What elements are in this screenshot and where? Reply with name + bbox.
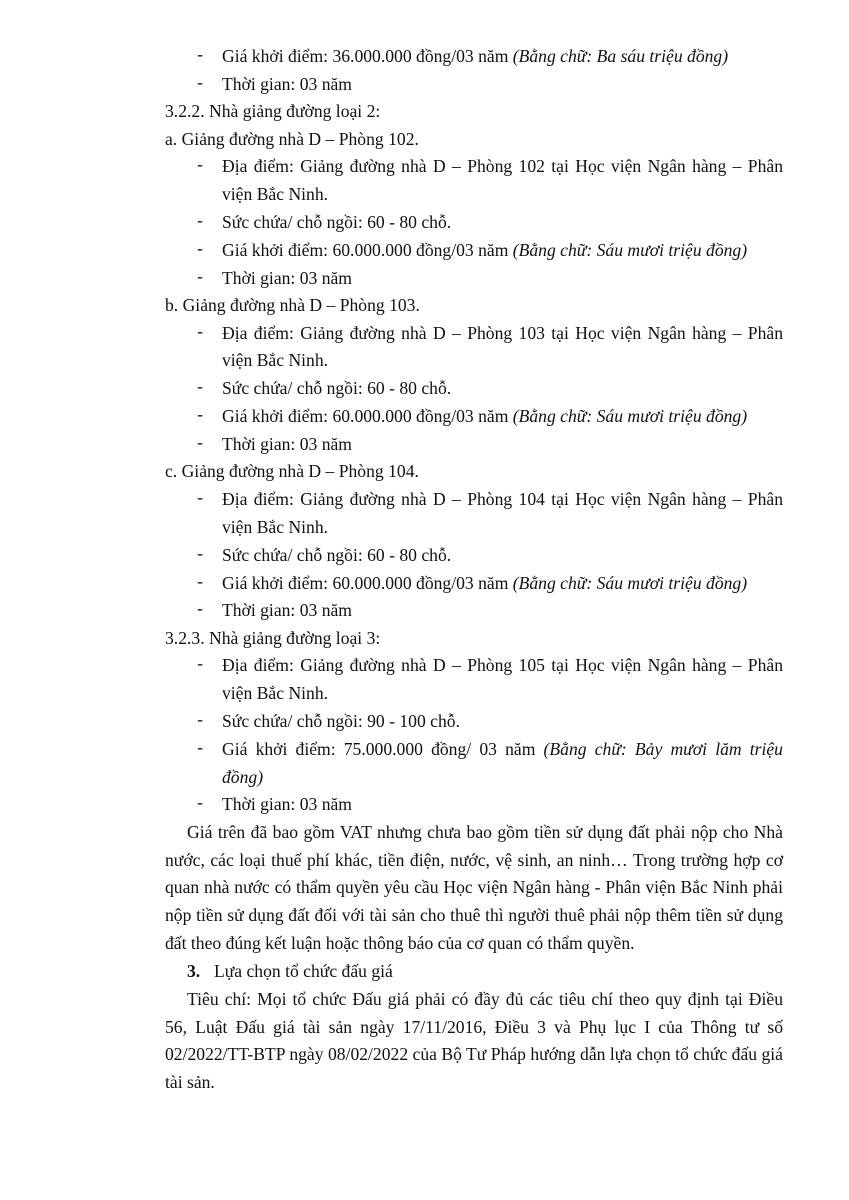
capacity-bullet-a: Sức chứa/ chỗ ngồi: 60 - 80 chỗ. bbox=[222, 212, 452, 232]
location-bullet-323-line2: viện Bắc Ninh. bbox=[222, 683, 329, 703]
price-bullet-b: Giá khởi điểm: 60.000.000 đồng/03 năm (Bằng chữ: Sáu mươi triệu đồng) bbox=[222, 406, 748, 426]
bullet-dash: - bbox=[197, 404, 203, 424]
criteria-paragraph-line4: tài sản. bbox=[165, 1072, 215, 1092]
capacity-bullet-323: Sức chứa/ chỗ ngồi: 90 - 100 chỗ. bbox=[222, 711, 460, 731]
price-bullet-323-line2: đồng) bbox=[222, 767, 264, 787]
section-heading-322: 3.2.2. Nhà giảng đường loại 2: bbox=[165, 101, 381, 121]
time-bullet-323: Thời gian: 03 năm bbox=[222, 794, 352, 814]
price-bullet-c: Giá khởi điểm: 60.000.000 đồng/03 năm (Bằng chữ: Sáu mươi triệu đồng) bbox=[222, 573, 748, 593]
bullet-dash: - bbox=[197, 266, 203, 286]
time-bullet-c: Thời gian: 03 năm bbox=[222, 600, 352, 620]
bullet-dash: - bbox=[197, 709, 203, 729]
criteria-paragraph-line1: Tiêu chí: Mọi tổ chức Đấu giá phải có đầy đủ các tiêu chí theo quy định tại Điều bbox=[187, 989, 783, 1009]
vat-paragraph-line3: quan nhà nước có thẩm quyền yêu cầu Học viện Ngân hàng - Phân viện Bắc Ninh phải bbox=[165, 877, 783, 897]
location-bullet-c-line2: viện Bắc Ninh. bbox=[222, 517, 329, 537]
vat-paragraph-line4: nộp tiền sử dụng đất đối với tài sản cho thuê thì người thuê phải nộp thêm tiền sử dụng bbox=[165, 905, 783, 925]
subsection-title-c: c. Giảng đường nhà D – Phòng 104. bbox=[165, 461, 419, 481]
bullet-dash: - bbox=[197, 154, 203, 174]
bullet-dash: - bbox=[197, 543, 203, 563]
bullet-dash: - bbox=[197, 72, 203, 92]
section-title-3: Lựa chọn tổ chức đấu giá bbox=[214, 961, 393, 981]
bullet-dash: - bbox=[197, 210, 203, 230]
bullet-dash: - bbox=[197, 44, 203, 64]
location-bullet-a-line1: Địa điểm: Giảng đường nhà D – Phòng 102 tại Học viện Ngân hàng – Phân bbox=[222, 156, 783, 176]
criteria-paragraph-line3: 02/2022/TT-BTP ngày 08/02/2022 của Bộ Tư Pháp hướng dẫn lựa chọn tổ chức đấu giá bbox=[165, 1044, 783, 1064]
capacity-bullet-c: Sức chứa/ chỗ ngồi: 60 - 80 chỗ. bbox=[222, 545, 452, 565]
time-bullet-b: Thời gian: 03 năm bbox=[222, 434, 352, 454]
price-bullet-36m: Giá khởi điểm: 36.000.000 đồng/03 năm (Bằng chữ: Ba sáu triệu đồng) bbox=[222, 46, 729, 66]
bullet-dash: - bbox=[197, 238, 203, 258]
time-bullet-a: Thời gian: 03 năm bbox=[222, 268, 352, 288]
bullet-dash: - bbox=[197, 653, 203, 673]
section-heading-323: 3.2.3. Nhà giảng đường loại 3: bbox=[165, 628, 381, 648]
subsection-title-a: a. Giảng đường nhà D – Phòng 102. bbox=[165, 129, 419, 149]
section-number-3: 3. bbox=[187, 961, 201, 981]
vat-paragraph-line2: nước, các loại thuế phí khác, tiền điện, nước, vệ sinh, an ninh… Trong trường hợp cơ bbox=[165, 850, 783, 870]
bullet-dash: - bbox=[197, 432, 203, 452]
location-bullet-a-line2: viện Bắc Ninh. bbox=[222, 184, 329, 204]
location-bullet-b-line2: viện Bắc Ninh. bbox=[222, 350, 329, 370]
bullet-dash: - bbox=[197, 321, 203, 341]
time-bullet: Thời gian: 03 năm bbox=[222, 74, 352, 94]
bullet-dash: - bbox=[197, 737, 203, 757]
bullet-dash: - bbox=[197, 598, 203, 618]
bullet-dash: - bbox=[197, 571, 203, 591]
bullet-dash: - bbox=[197, 487, 203, 507]
bullet-dash: - bbox=[197, 376, 203, 396]
vat-paragraph-line1: Giá trên đã bao gồm VAT nhưng chưa bao gồm tiền sử dụng đất phải nộp cho Nhà bbox=[187, 822, 783, 842]
subsection-title-b: b. Giảng đường nhà D – Phòng 103. bbox=[165, 295, 420, 315]
vat-paragraph-line5: đất theo đúng kết luận hoặc thông báo của cơ quan có thẩm quyền. bbox=[165, 933, 635, 953]
bullet-dash: - bbox=[197, 792, 203, 812]
location-bullet-b-line1: Địa điểm: Giảng đường nhà D – Phòng 103 tại Học viện Ngân hàng – Phân bbox=[222, 323, 783, 343]
criteria-paragraph-line2: 56, Luật Đấu giá tài sản ngày 17/11/2016, Điều 3 và Phụ lục I của Thông tư số bbox=[165, 1017, 783, 1037]
capacity-bullet-b: Sức chứa/ chỗ ngồi: 60 - 80 chỗ. bbox=[222, 378, 452, 398]
price-bullet-a: Giá khởi điểm: 60.000.000 đồng/03 năm (Bằng chữ: Sáu mươi triệu đồng) bbox=[222, 240, 748, 260]
location-bullet-323-line1: Địa điểm: Giảng đường nhà D – Phòng 105 tại Học viện Ngân hàng – Phân bbox=[222, 655, 783, 675]
price-bullet-323-line1: Giá khởi điểm: 75.000.000 đồng/ 03 năm (Bằng chữ: Bảy mươi lăm triệu bbox=[222, 739, 783, 759]
location-bullet-c-line1: Địa điểm: Giảng đường nhà D – Phòng 104 tại Học viện Ngân hàng – Phân bbox=[222, 489, 783, 509]
